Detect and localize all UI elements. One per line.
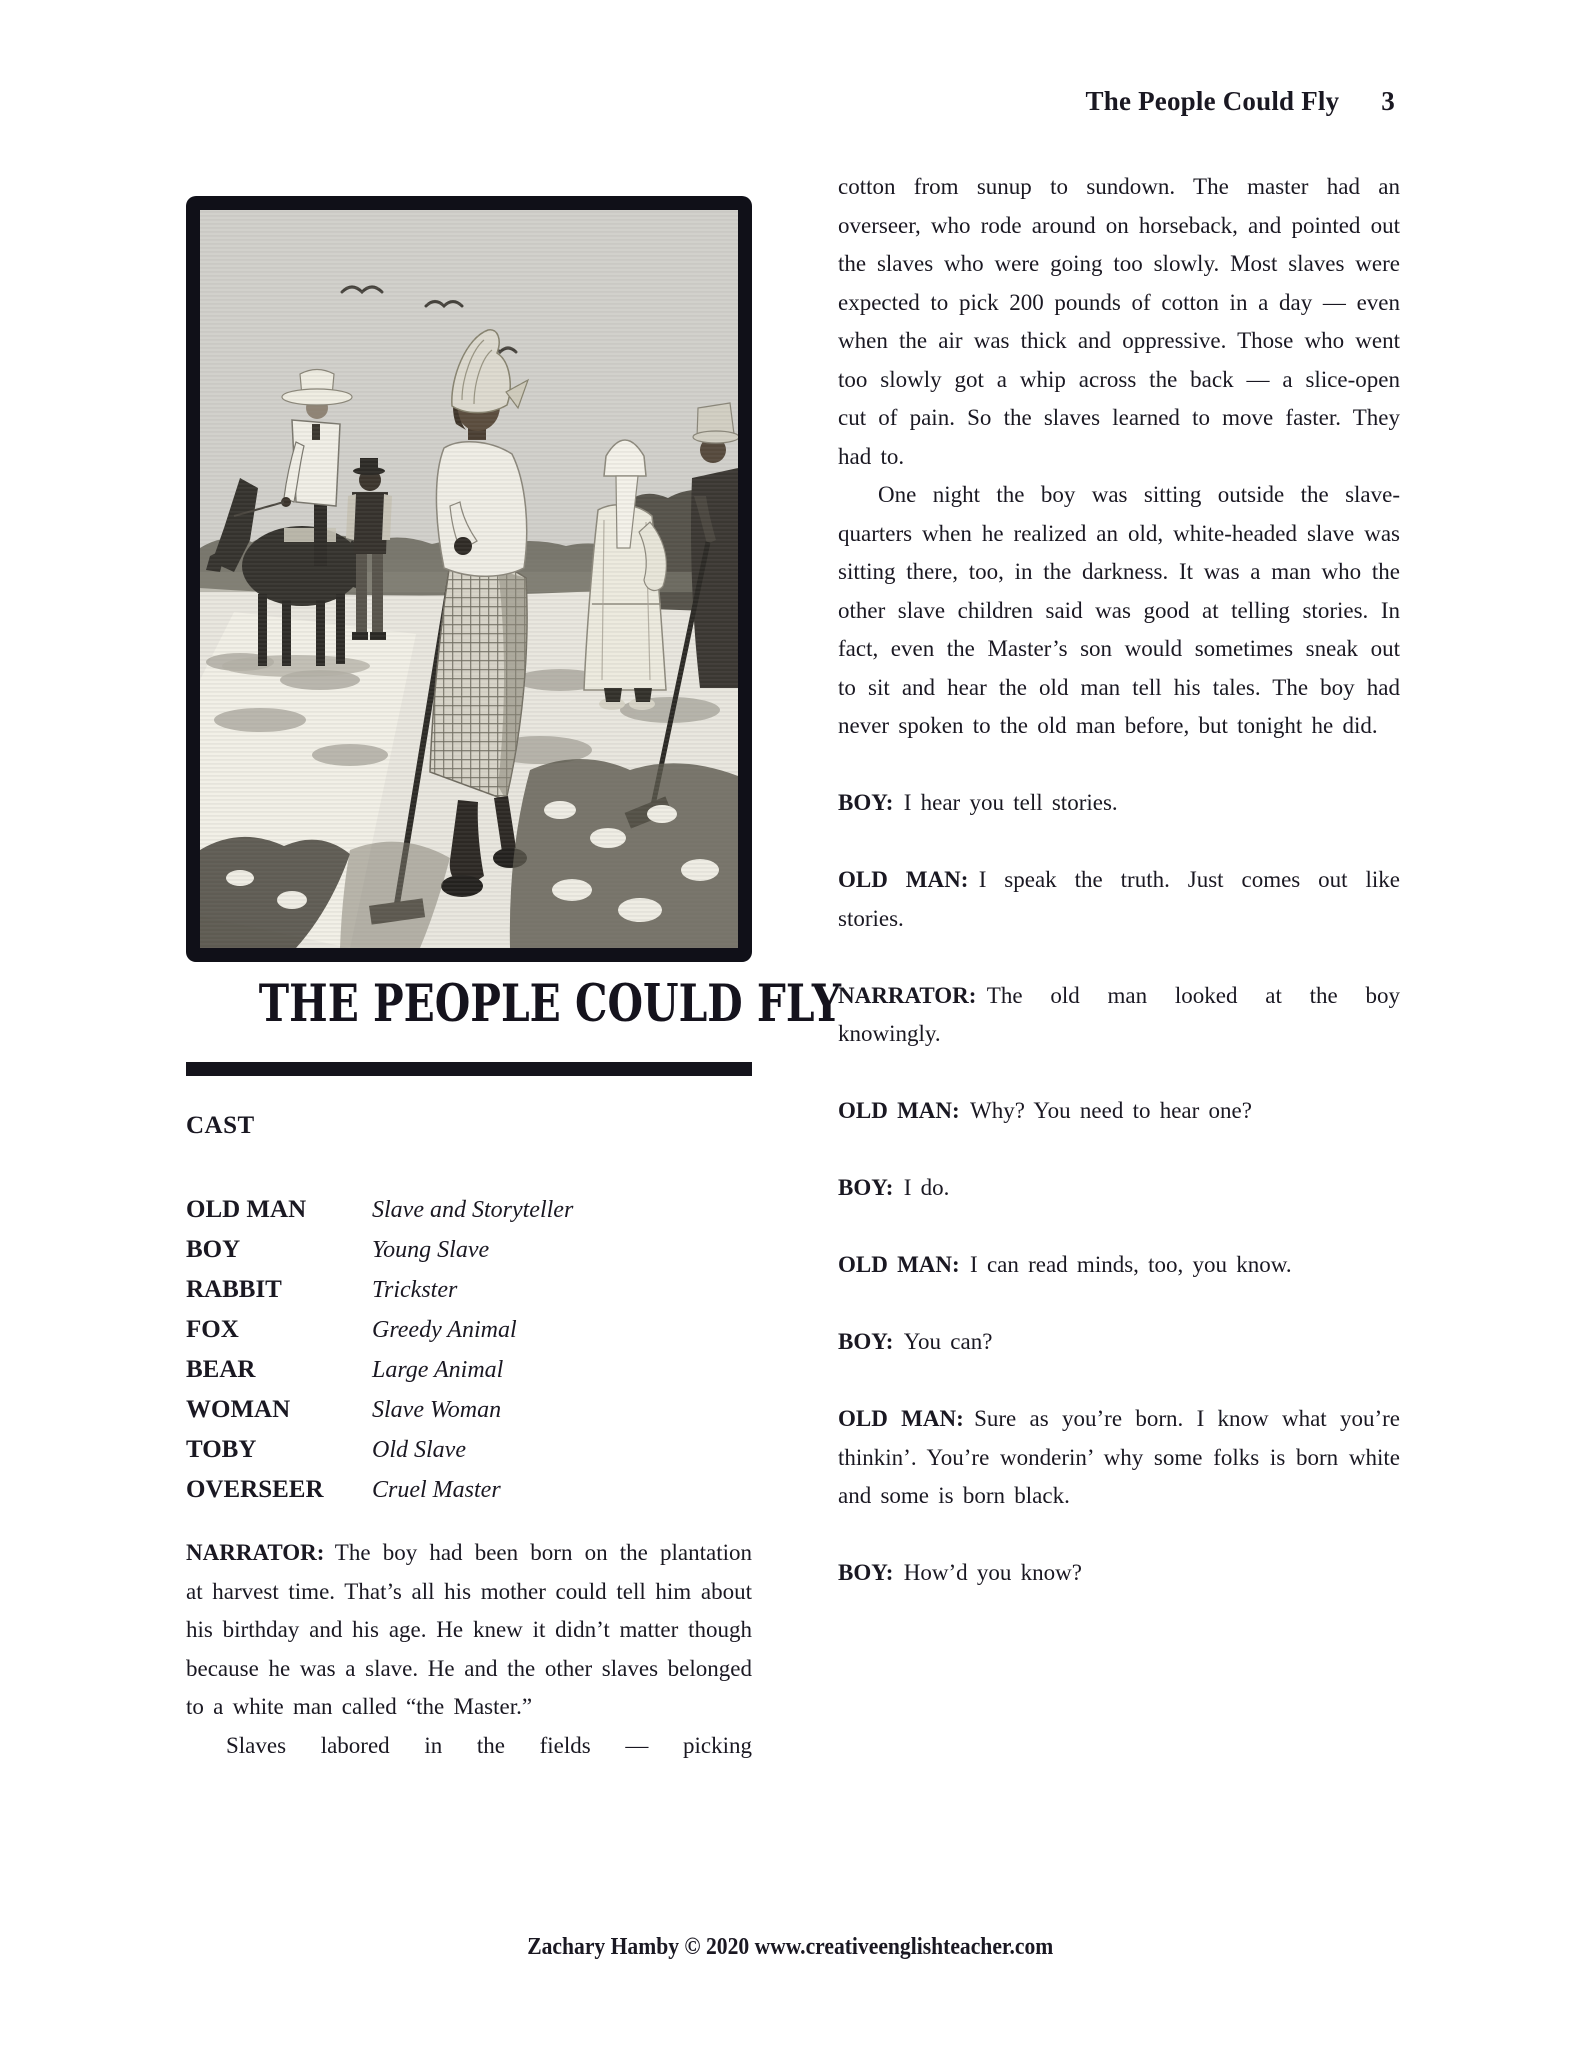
continued-line: Slaves labored in the fields — picking: [226, 1732, 752, 1758]
dialogue-block: [838, 1092, 1400, 1131]
cast-row: [186, 1390, 752, 1430]
cast-row: [186, 1230, 752, 1270]
story-title: [186, 974, 842, 1034]
page-number: 3: [1381, 86, 1395, 116]
footer-text: Zachary Hamby © 2020 www.creativeenglishteacher.com: [527, 1934, 1054, 1960]
dialogue-text: I can read minds, too, you know.: [970, 1252, 1292, 1277]
cast-role: BEAR: [186, 1356, 256, 1384]
dialogue-text: I speak the truth. Just comes out like stories.: [838, 867, 1400, 931]
speaker-label: NARRATOR:: [186, 1540, 325, 1566]
speaker-label: OLD MAN:: [838, 1098, 960, 1123]
dialogue-text: Sure as you’re born. I know what you’re thinkin’. You’re wonderin’ why some folks is born white and some is born black.: [838, 1406, 1400, 1508]
cast-role: RABBIT: [186, 1276, 282, 1304]
speaker-label: BOY:: [838, 1329, 894, 1354]
cast-role: FOX: [186, 1316, 239, 1344]
cast-description: Old Slave: [372, 1437, 466, 1464]
cast-role: OVERSEER: [186, 1476, 324, 1504]
speaker-label: OLD MAN:: [838, 1406, 964, 1431]
dialogue-block: [838, 1400, 1400, 1516]
cast-description: Slave and Storyteller: [372, 1197, 574, 1224]
dialogue-block: [838, 784, 1400, 823]
dialogue-block: [838, 1323, 1400, 1362]
right-column: [838, 168, 1400, 1593]
dialogue-block: [838, 861, 1400, 938]
cast-list: [186, 1190, 752, 1510]
body-paragraph: cotton from sunup to sundown. The master had an overseer, who rode around on horseback, and pointed out the slaves who were going too slowly. Most slaves were expected to pick 200 pounds of cotton in a day — even when the air was thick and oppressive. Those who went too slowly got a whip across the back — a slice-open cut of pain. So the slaves learned to move faster. They had to.: [838, 174, 1400, 469]
dialogue-text: You can?: [903, 1329, 993, 1354]
dialogue-block: [838, 1169, 1400, 1208]
dialogue-text: I hear you tell stories.: [903, 790, 1118, 815]
cast-row: [186, 1310, 752, 1350]
cast-description: Slave Woman: [372, 1397, 502, 1424]
story-title-text: THE PEOPLE COULD FLY: [258, 974, 842, 1034]
page-header: [0, 86, 1395, 117]
cast-role: TOBY: [186, 1436, 257, 1464]
cast-description: Trickster: [372, 1277, 458, 1304]
cast-role: WOMAN: [186, 1396, 291, 1424]
dialogue-block: [838, 1246, 1400, 1285]
speaker-label: NARRATOR:: [838, 982, 977, 1008]
cast-description: Large Animal: [372, 1357, 504, 1384]
cast-description: Young Slave: [372, 1237, 490, 1264]
narrator-text: The boy had been born on the plantation at harvest time. That’s all his mother could tell him about his birthday and his age. He knew it didn’t matter though because he was a slave. He and the other slaves belonged to a white man called “the Master.”: [186, 1540, 752, 1720]
field-illustration: [200, 210, 738, 948]
speaker-label: BOY:: [838, 1560, 894, 1585]
footer-credit: [0, 1934, 1581, 1961]
speaker-label: BOY:: [838, 1175, 894, 1200]
dialogue-text: Why? You need to hear one?: [970, 1098, 1252, 1123]
narrator-paragraph: [186, 1534, 752, 1727]
left-column: [186, 196, 842, 1765]
body-paragraph: One night the boy was sitting outside the slave-quarters when he realized an old, white-headed slave was sitting there, too, in the darkness. It was a man who the other slave children said was good at telling stories. In fact, even the Master’s son would sometimes sneak out to sit and hear the old man tell his tales. The boy had never spoken to the old man before, but tonight he did.: [838, 482, 1400, 738]
illustration-frame: [186, 196, 752, 962]
title-rule: [186, 1062, 752, 1076]
speaker-label: OLD MAN:: [838, 1252, 960, 1277]
running-title: The People Could Fly: [1085, 86, 1340, 116]
speaker-label: OLD MAN:: [838, 867, 969, 892]
cast-row: [186, 1430, 752, 1470]
dialogue-block: [838, 977, 1400, 1054]
dialogue-text: The old man looked at the boy knowingly.: [838, 982, 1400, 1046]
cast-row: [186, 1190, 752, 1230]
dialogue-text: I do.: [903, 1175, 950, 1200]
left-column-text: [186, 1534, 752, 1765]
engraving-texture: [200, 210, 738, 948]
cast-row: [186, 1350, 752, 1390]
dialogue-text: How’d you know?: [903, 1560, 1082, 1585]
cast-description: Greedy Animal: [372, 1317, 517, 1344]
speaker-label: BOY:: [838, 790, 894, 815]
cast-role: BOY: [186, 1236, 241, 1264]
cast-row: [186, 1270, 752, 1310]
cast-description: Cruel Master: [372, 1477, 501, 1504]
cast-heading: CAST: [186, 1112, 255, 1140]
cast-row: [186, 1470, 752, 1510]
cast-role: OLD MAN: [186, 1196, 307, 1224]
dialogue-block: [838, 1554, 1400, 1593]
